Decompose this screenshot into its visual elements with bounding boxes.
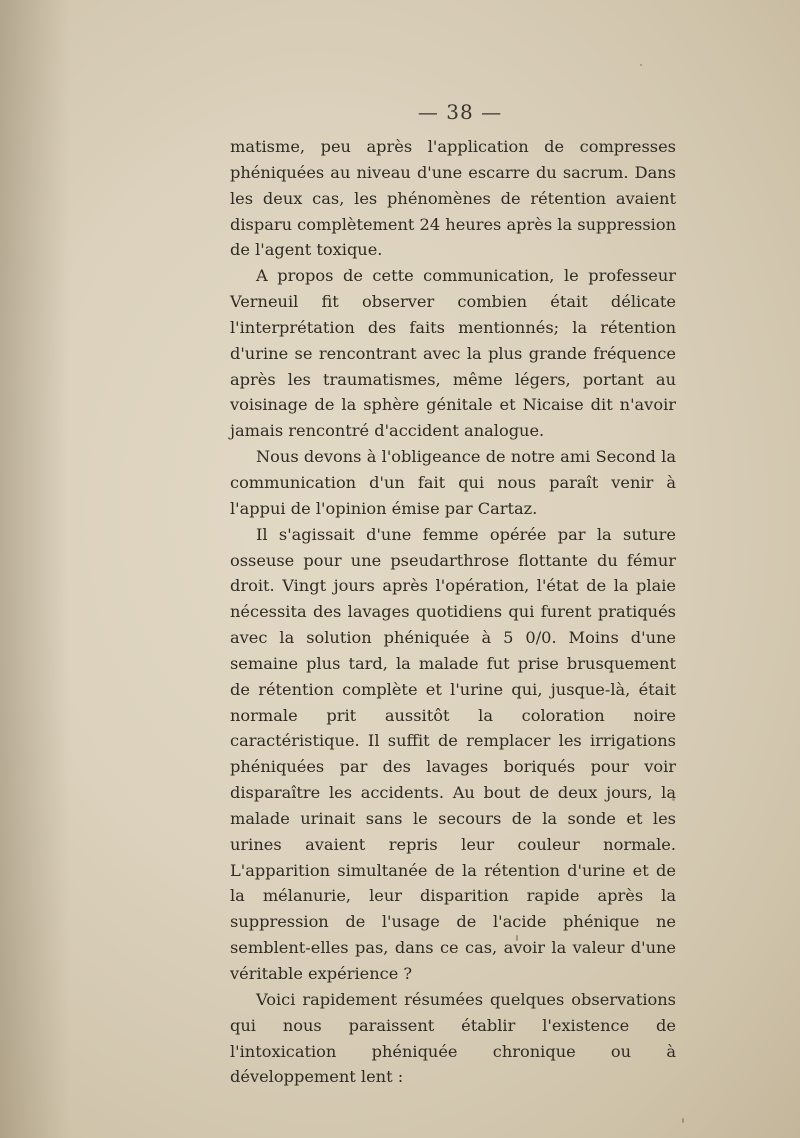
page-number: — 38 —	[417, 100, 503, 124]
paper-speck	[516, 935, 518, 941]
paper-speck	[640, 64, 642, 66]
paragraph-observations: Voici rapidement résumées quelques observations qui nous paraissent établir l'existence de l'intoxication phéniquée chronique ou à développement lent :	[230, 989, 676, 1087]
paragraph-verneuil: A propos de cette communication, le professeur Verneuil fit observer combien était délicate l'interprétation des faits mentionnés; la rétention d'urine se rencontrant avec la plus grande fréquence après les traumatismes, même légers, portant au voisinage de la sphère génitale et Nicaise dit n'avoir jamais rencontré d'accident analogue.	[230, 266, 676, 441]
body-text	[230, 134, 676, 1090]
paper-speck	[672, 798, 675, 801]
paragraph-case: Il s'agissait d'une femme opérée par la suture osseuse pour une pseudarthrose flottante du fémur droit. Vingt jours après l'opération, l'état de la plaie nécessita des lavages quotidiens qui furent pratiqués avec la solution phéniquée à 5 0/0. Moins d'une semaine plus tard, la malade fut prise brusquement de rétention complète et l'urine qui, jusque-là, était normale prit aussitôt la coloration noire caractéristique. Il suffit de remplacer les irrigations phéniquées par des lavages boriqués pour voir disparaître les accidents. Au bout de deux jours, la malade urinait sans le secours de la sonde et les urines avaient repris leur couleur normale. L'apparition simultanée de la rétention d'urine et de la mélanurie, leur disparition rapide après la suppression de l'usage de l'acide phénique ne semblent-elles pas, dans ce cas, avoir la valeur d'une véritable expérience ?	[230, 524, 676, 983]
paper-speck	[682, 1118, 684, 1123]
paragraph-second: Nous devons à l'obligeance de notre ami Second la communication d'un fait qui nous paraît venir à l'appui de l'opinion émise par Cartaz.	[230, 447, 676, 518]
page-gutter-shadow	[0, 0, 70, 1138]
paragraph-continuation: matisme, peu après l'application de compresses phéniquées au niveau d'une escarre du sacrum. Dans les deux cas, les phénomènes de rétention avaient disparu complètement 24 heures après la suppression de l'agent toxique.	[230, 137, 676, 260]
